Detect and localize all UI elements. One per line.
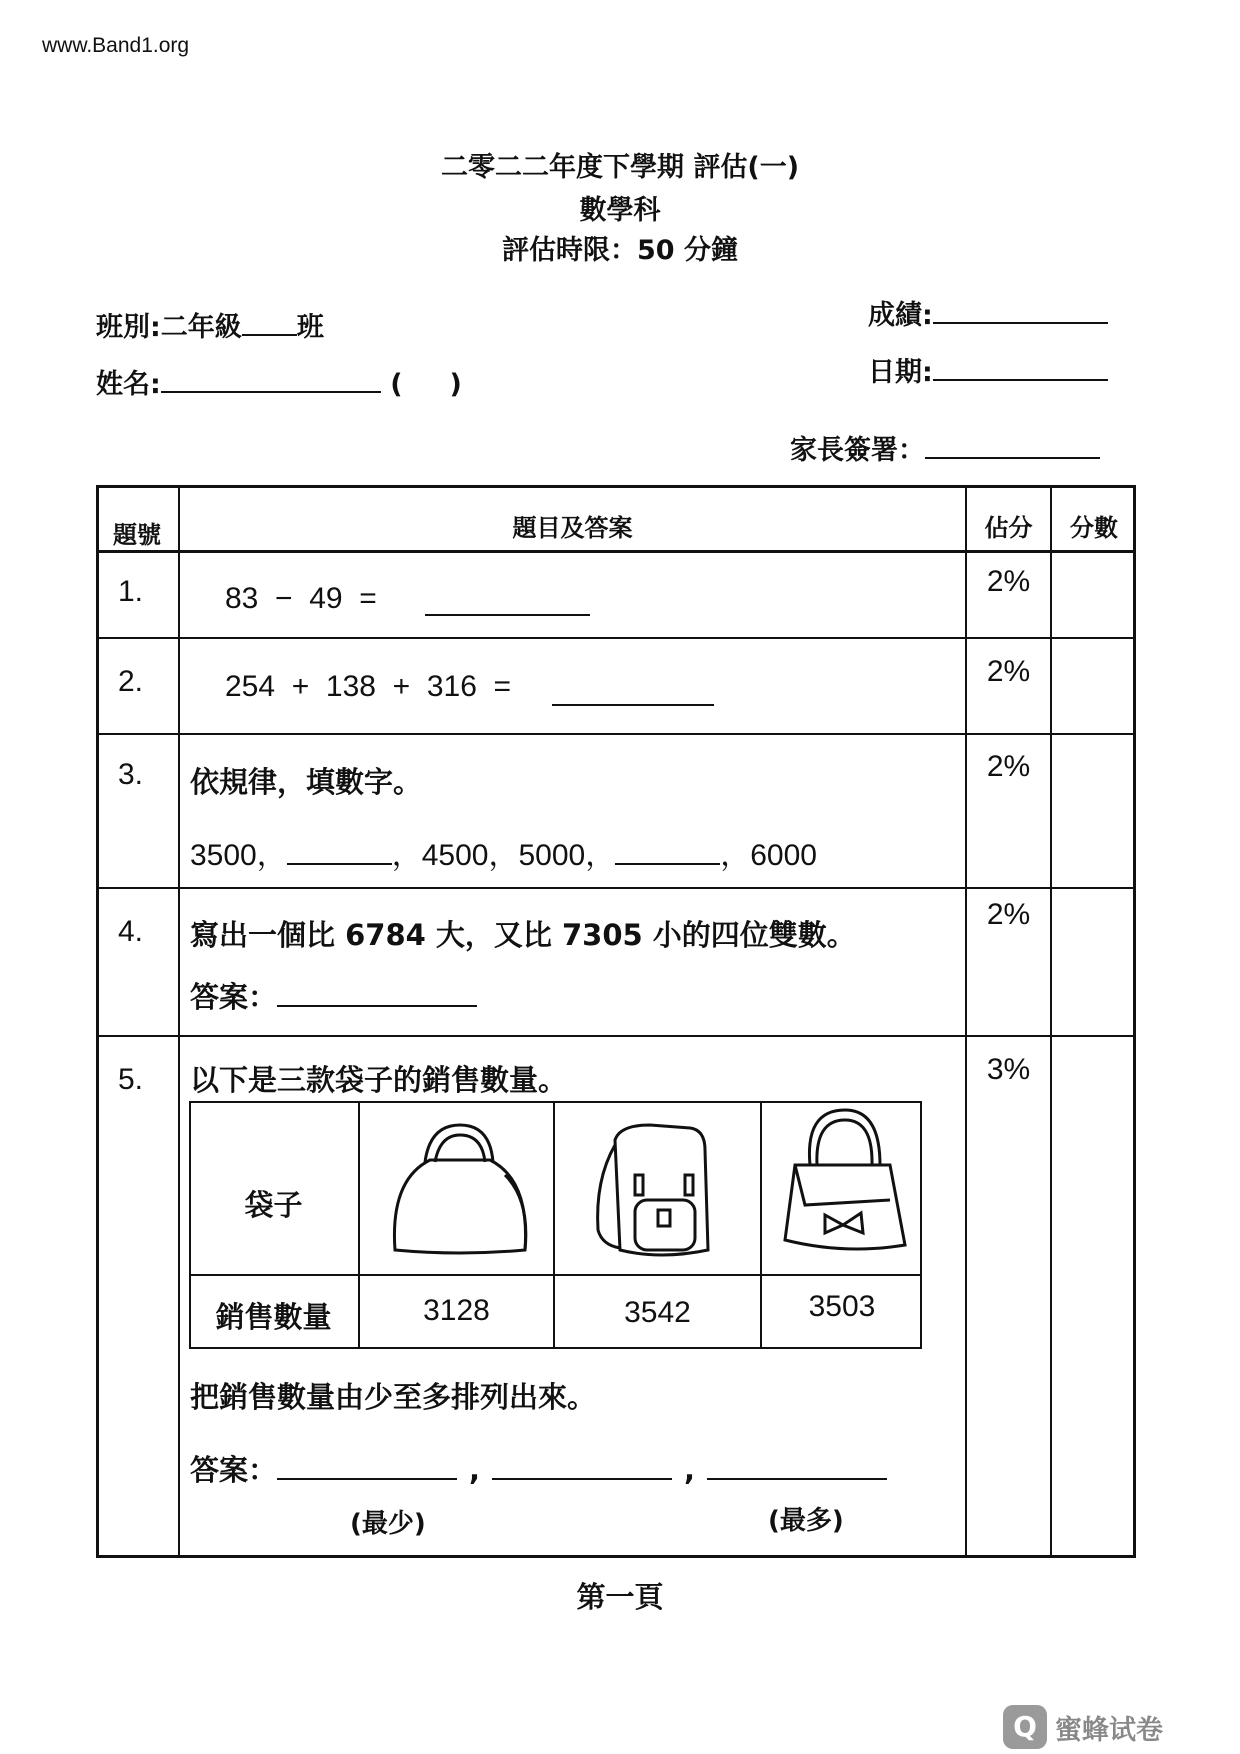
q5-blank-2[interactable] [492, 1454, 672, 1480]
q2-answer-blank[interactable] [552, 680, 714, 706]
date-label: 日期: [868, 357, 933, 388]
header-score: 分數 [1070, 514, 1118, 542]
score-field[interactable] [868, 293, 1108, 332]
date-field[interactable] [868, 350, 1108, 389]
sales-value-3: 3503 [808, 1290, 876, 1323]
name-label: 姓名: [96, 369, 161, 400]
q4-weight: 2% [986, 898, 1031, 931]
q3-sequence [190, 830, 817, 874]
q3-number: 3. [118, 758, 144, 791]
q5-answer-label: 答案： [190, 1453, 278, 1487]
q3-weight: 2% [986, 750, 1031, 783]
q3-seq-start: 3500， [190, 839, 287, 872]
q5-text: 以下是三款袋子的銷售數量。 [190, 1063, 568, 1097]
q4-answer[interactable] [190, 975, 477, 1016]
header-weight: 佔分 [984, 514, 1033, 542]
q4-number: 4. [118, 915, 144, 948]
watermark [1003, 1705, 1163, 1749]
class-number-paren: ( ) [390, 369, 462, 400]
time-limit: 評估時限：50 分鐘 [502, 235, 738, 266]
header-number: 題號 [113, 521, 161, 549]
name-field[interactable] [96, 362, 462, 401]
header-question: 題目及答案 [512, 514, 633, 542]
q5-number: 5. [118, 1063, 144, 1096]
q1-answer-blank[interactable] [425, 590, 590, 616]
sales-value-1: 3128 [423, 1294, 490, 1327]
q2-text: 254 + 138 + 316 = [225, 670, 512, 703]
q5-answer: 答案： , , [190, 1448, 887, 1489]
bow-purse-icon [775, 1105, 915, 1260]
q2-weight: 2% [986, 655, 1031, 688]
class-label: 班別:二年級 [96, 312, 242, 343]
most-label: (最多) [768, 1506, 844, 1536]
least-label: (最少) [350, 1509, 426, 1539]
backpack-icon [590, 1120, 730, 1265]
q5-weight: 3% [986, 1053, 1031, 1086]
q1-number: 1. [118, 575, 144, 608]
page-footer: 第一頁 [576, 1580, 664, 1614]
exam-title: 二零二二年度下學期 評估(一) [440, 152, 800, 183]
q3-text: 依規律，填數字。 [190, 765, 423, 799]
q4-text: 寫出一個比 6784 大，又比 7305 小的四位雙數。 [190, 918, 856, 952]
q5-instruction: 把銷售數量由少至多排列出來。 [190, 1380, 597, 1414]
parent-signature-field[interactable] [790, 428, 1100, 467]
sales-label: 銷售數量 [215, 1300, 332, 1334]
class-field[interactable] [96, 305, 324, 344]
q3-blank-1[interactable] [287, 839, 392, 865]
q1-weight: 2% [986, 565, 1031, 598]
q3-seq-end: ，6000 [720, 839, 817, 872]
q1-text: 83 − 49 = [225, 582, 377, 615]
q3-blank-2[interactable] [615, 839, 720, 865]
bags-label: 袋子 [244, 1188, 303, 1222]
parent-signature-label: 家長簽署： [790, 435, 925, 466]
q2-number: 2. [118, 665, 144, 698]
class-suffix: 班 [296, 312, 324, 343]
score-label: 成績: [868, 300, 933, 331]
q5-blank-1[interactable] [277, 1454, 457, 1480]
watermark-text: 蜜蜂试卷 [1055, 1714, 1163, 1746]
sales-value-2: 3542 [624, 1296, 691, 1329]
q3-seq-mid: ，4500，5000， [391, 839, 616, 872]
site-url: www.Band1.org [42, 34, 190, 57]
q5-blank-3[interactable] [707, 1454, 887, 1480]
watermark-logo-icon: Q [1003, 1705, 1047, 1749]
subject: 數學科 [579, 195, 661, 226]
handbag-icon [385, 1120, 535, 1260]
q4-answer-label: 答案： [190, 980, 278, 1014]
